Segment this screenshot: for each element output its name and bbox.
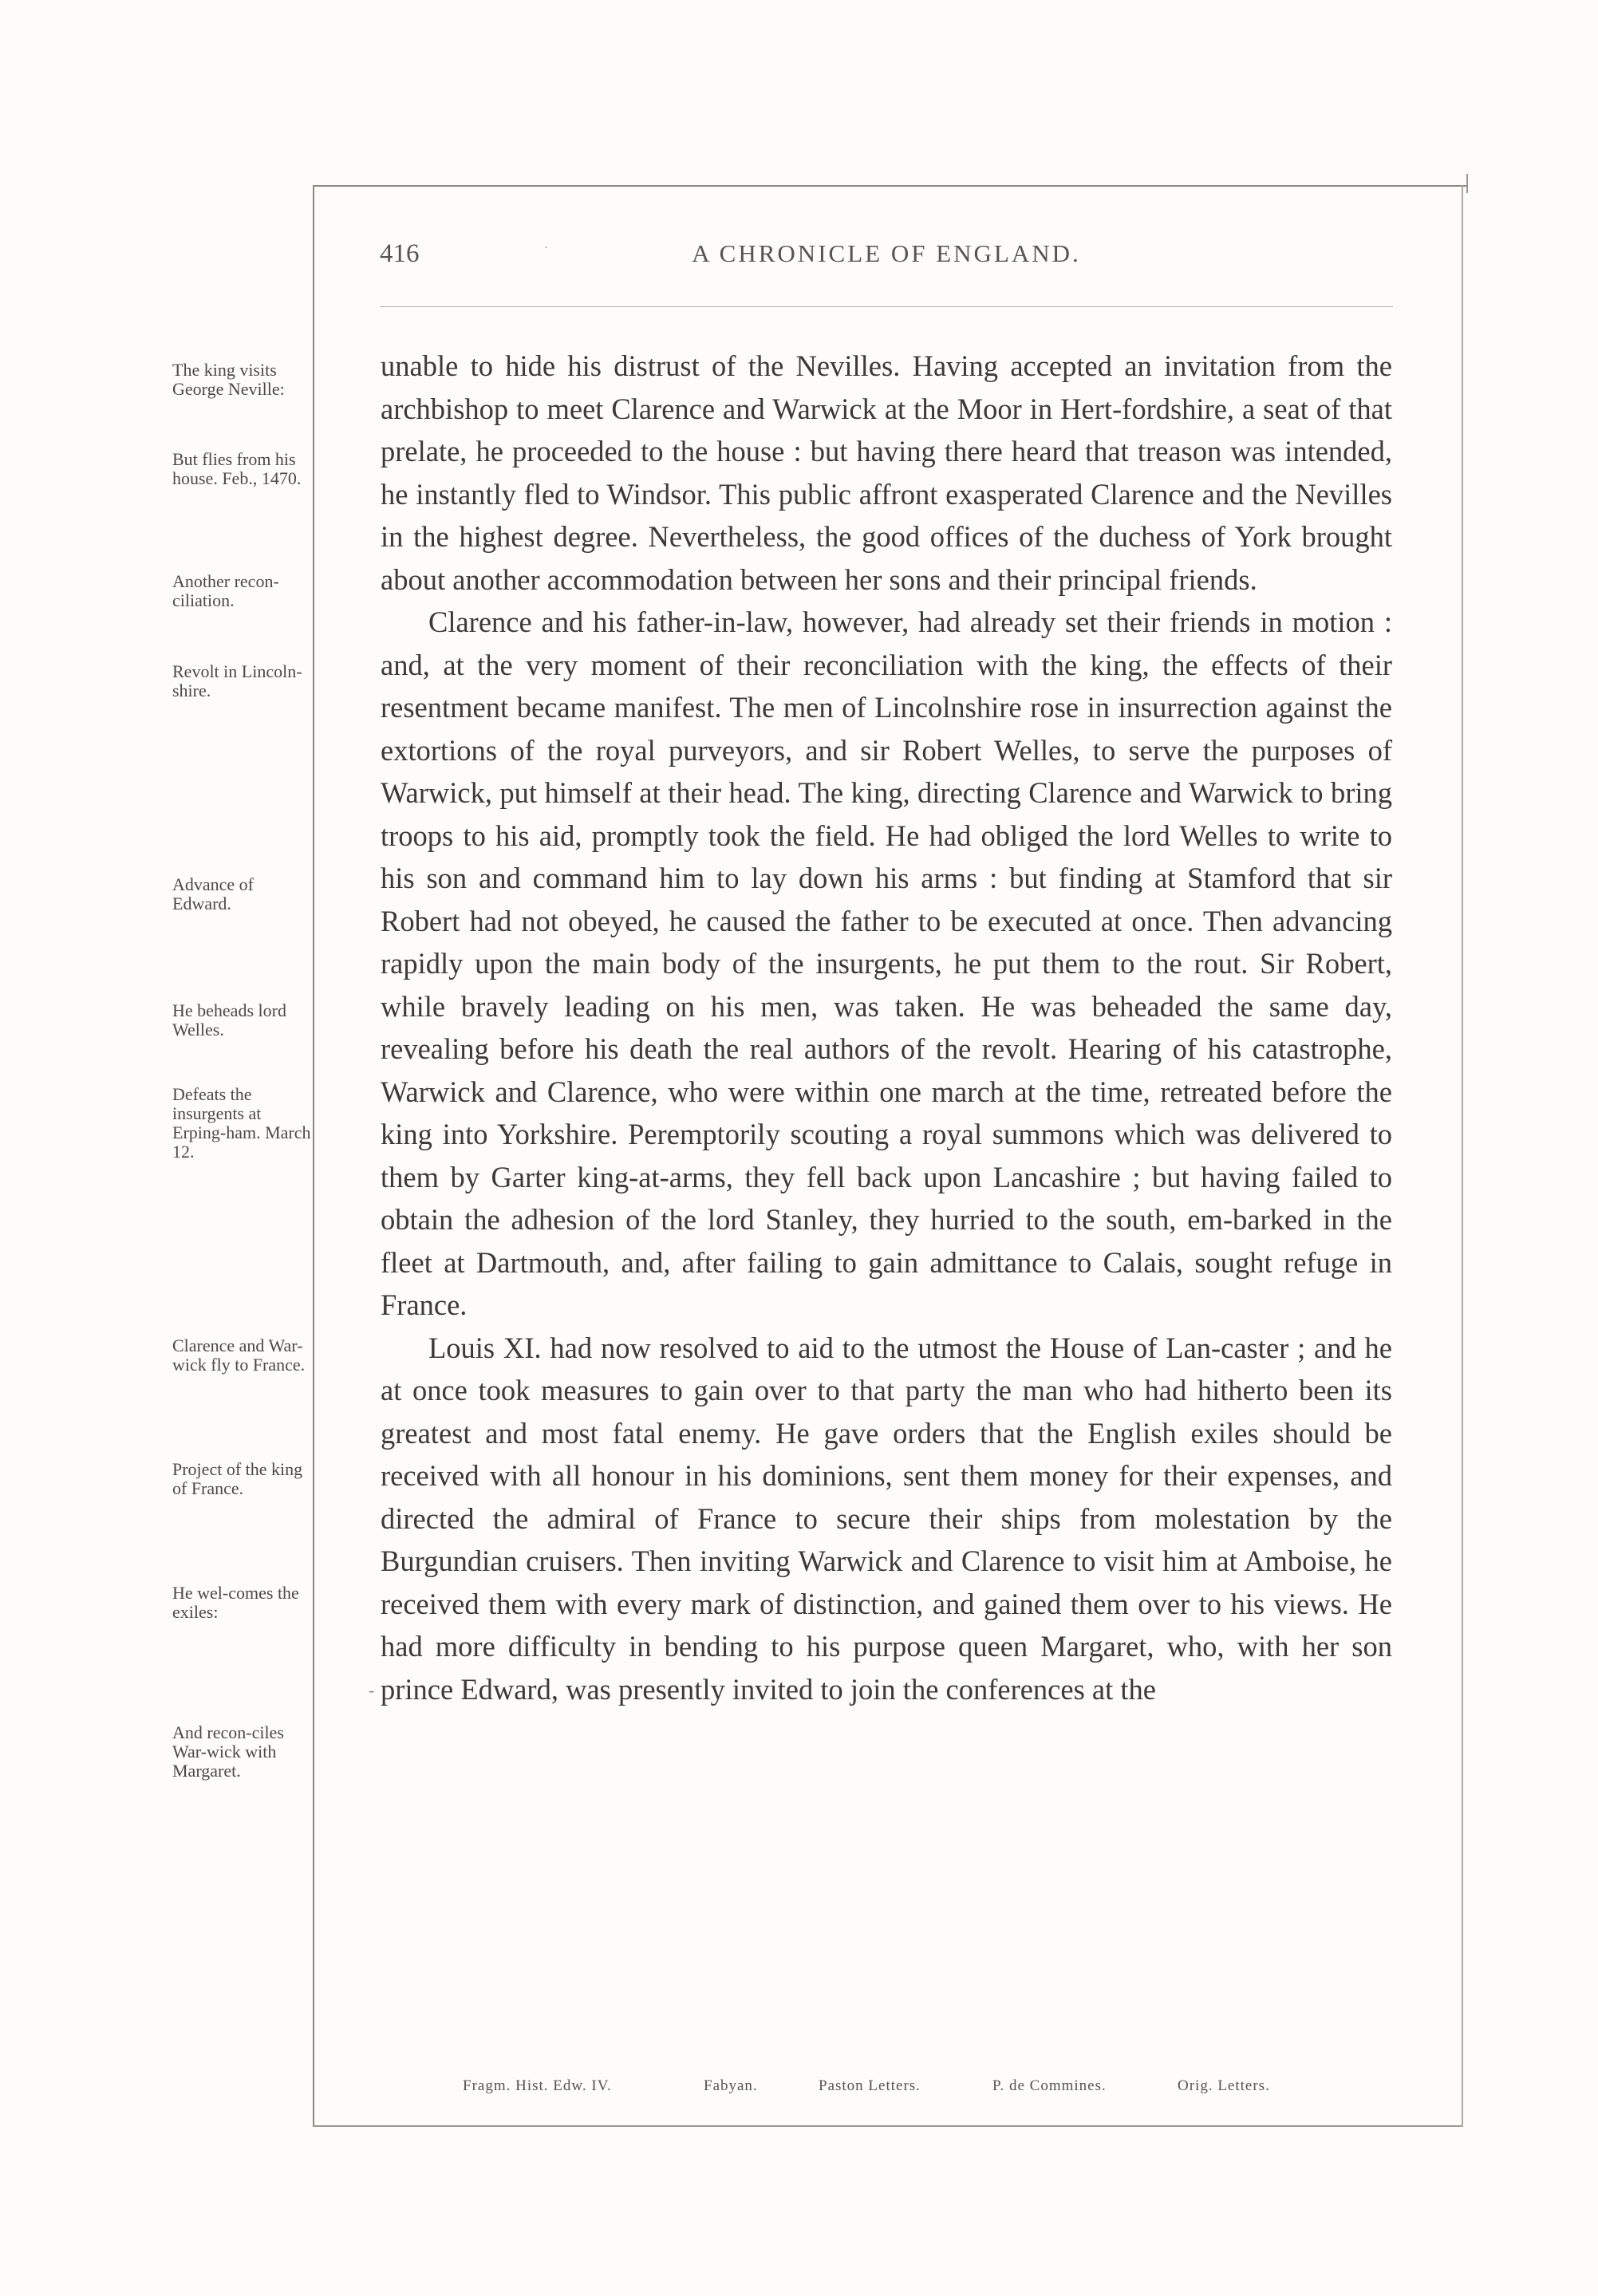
margin-note: Defeats the insurgents at Erping-ham. March 12. bbox=[172, 1084, 311, 1162]
page-header bbox=[380, 239, 1393, 279]
page-frame-top bbox=[313, 185, 1468, 187]
margin-note: He beheads lord Welles. bbox=[172, 1000, 286, 1040]
source-citation: P. de Commines. bbox=[992, 2077, 1107, 2094]
margin-note: Revolt in Lincoln-shire. bbox=[172, 661, 302, 700]
margin-note: Another recon-ciliation. bbox=[172, 571, 279, 610]
source-citation: Orig. Letters. bbox=[1178, 2077, 1270, 2094]
margin-note: Project of the king of France. bbox=[172, 1459, 303, 1498]
running-title: A CHRONICLE OF ENGLAND. bbox=[692, 239, 1081, 267]
margin-note: But flies from his house. Feb., 1470. bbox=[172, 449, 302, 488]
corner-mark bbox=[1466, 174, 1468, 193]
page-frame-right bbox=[1462, 185, 1463, 2127]
source-citation: Fragm. Hist. Edw. IV. bbox=[463, 2077, 612, 2094]
page-frame-bottom bbox=[313, 2125, 1462, 2127]
margin-note: Advance of Edward. bbox=[172, 874, 254, 913]
paragraph: Louis XI. had now resolved to aid to the utmost the House of Lan-caster ; and he at once took measures to gain over to that party the man who had hitherto been its greatest and most fatal enemy. He gave orders that the English exiles should be received with all honour in his dominions, sent them money for their expenses, and directed the admiral of France to secure their ships from molestation by the Burgundian cruisers. Then inviting Warwick and Clarence to visit him at Amboise, he received them with every mark of distinction, and gained them over to his views. He had more difficulty in bending to his purpose queen Margaret, who, with her son prince Edward, was presently invited to join the conferences at the bbox=[381, 1331, 1392, 1706]
stray-mark: - bbox=[369, 1680, 375, 1700]
source-citation: Fabyan. bbox=[704, 2077, 758, 2094]
paragraph: Clarence and his father-in-law, however, had already set their friends in motion : and, at the very moment of their reconciliation with the king, the effects of their resentment became manifest. The men of Lincolnshire rose in insurrection against the extortions of the royal purveyors, and sir Robert Welles, to serve the purposes of Warwick, put himself at their head. The king, directing Clarence and Warwick to bring troops to his aid, promptly took the field. He had obliged the lord Welles to write to his son and command him to lay down his arms : but finding at Stamford that sir Robert had not obeyed, he caused the father to be executed at once. Then advancing rapidly upon the main body of the insurgents, he put them to the rout. Sir Robert, while bravely leading on his men, was taken. He was beheaded the same day, revealing before his death the real authors of the revolt. Hearing of his catastrophe, Warwick and Clarence, who were within one march at the time, retreated before the king into Yorkshire. Peremptorily scouting a royal summons which was delivered to them by Garter king-at-arms, they fell back upon Lancashire ; but having failed to obtain the adhesion of the lord Stanley, they hurried to the south, em-barked in the fleet at Dartmouth, and, after failing to gain admittance to Calais, sought refuge in France. bbox=[381, 606, 1392, 1321]
margin-note: The king visits George Neville: bbox=[172, 360, 285, 399]
paragraph: unable to hide his distrust of the Nevilles. Having accepted an invitation from the archbishop to meet Clarence and Warwick at the Moor in Hert-fordshire, a seat of that prelate, he proceeded to the house : but having there heard that treason was intended, he instantly fled to Windsor. This public affront exasperated Clarence and the Nevilles in the highest degree. Nevertheless, the good offices of the duchess of York brought about another accommodation between her sons and their principal friends. bbox=[381, 349, 1392, 596]
page-number: 416 bbox=[380, 239, 420, 268]
body-text bbox=[381, 345, 1392, 1710]
margin-note: He wel-comes the exiles: bbox=[172, 1583, 299, 1622]
margin-note: Clarence and War-wick fly to France. bbox=[172, 1335, 306, 1375]
header-dot: · bbox=[544, 243, 548, 254]
header-rule bbox=[380, 306, 1393, 307]
margin-note: And recon-ciles War-wick with Margaret. bbox=[172, 1722, 284, 1781]
source-citation: Paston Letters. bbox=[819, 2077, 921, 2094]
